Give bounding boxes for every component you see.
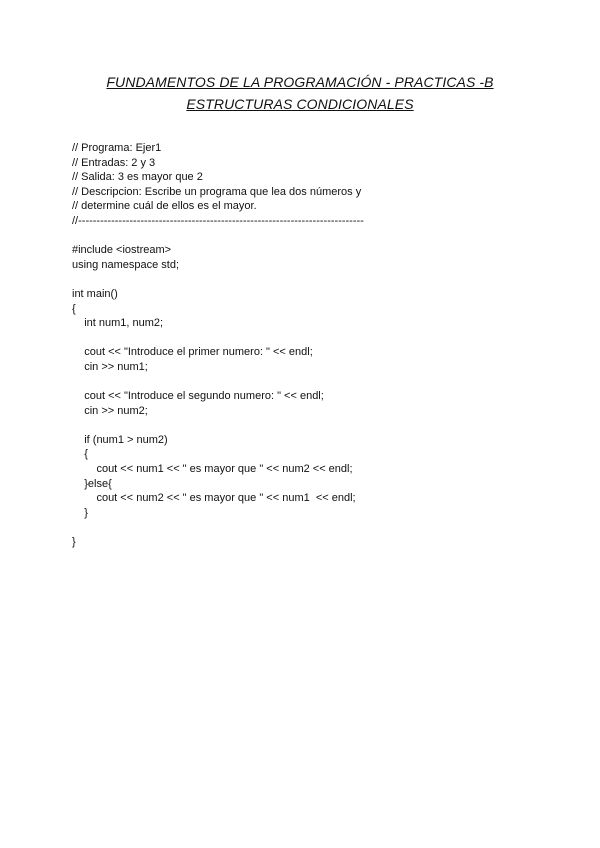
code-line: // Entradas: 2 y 3 <box>72 156 156 169</box>
code-line: #include <iostream> <box>72 244 172 257</box>
code-line: int num1, num2; <box>72 317 164 330</box>
code-line <box>72 375 532 390</box>
code-line: cin >> num2; <box>72 404 148 417</box>
document-title <box>0 71 600 115</box>
code-line: // Descripcion: Escribe un programa que lea dos números y <box>72 185 362 198</box>
code-line <box>72 331 532 346</box>
code-listing <box>72 141 532 550</box>
code-line: } <box>72 536 76 549</box>
code-line: { <box>72 302 76 315</box>
code-line: cout << "Introduce el primer numero: " << endl; <box>72 346 313 359</box>
code-line: // determine cuál de ellos es el mayor. <box>72 200 257 213</box>
code-line: using namespace std; <box>72 258 180 271</box>
code-line: cout << num1 << " es mayor que " << num2 << endl; <box>72 463 353 476</box>
separator-line: //------------------------------------------------------------------------------ <box>72 214 364 227</box>
code-line <box>72 229 532 244</box>
code-line: cout << "Introduce el segundo numero: " << endl; <box>72 390 324 403</box>
code-line: if (num1 > num2) <box>72 433 168 446</box>
title-line-1: FUNDAMENTOS DE LA PROGRAMACIÓN - PRACTICAS -B <box>106 74 494 90</box>
code-line <box>72 520 532 535</box>
code-line: } <box>72 506 88 519</box>
title-line-2: ESTRUCTURAS CONDICIONALES <box>186 96 414 112</box>
code-line <box>72 418 532 433</box>
code-line: { <box>72 448 88 461</box>
code-line: }else{ <box>72 477 112 490</box>
code-line <box>72 272 532 287</box>
code-line: cout << num2 << " es mayor que " << num1 << endl; <box>72 492 356 505</box>
code-line: cin >> num1; <box>72 360 148 373</box>
code-line: // Salida: 3 es mayor que 2 <box>72 171 203 184</box>
code-line: int main() <box>72 287 118 300</box>
code-line: // Programa: Ejer1 <box>72 142 162 154</box>
